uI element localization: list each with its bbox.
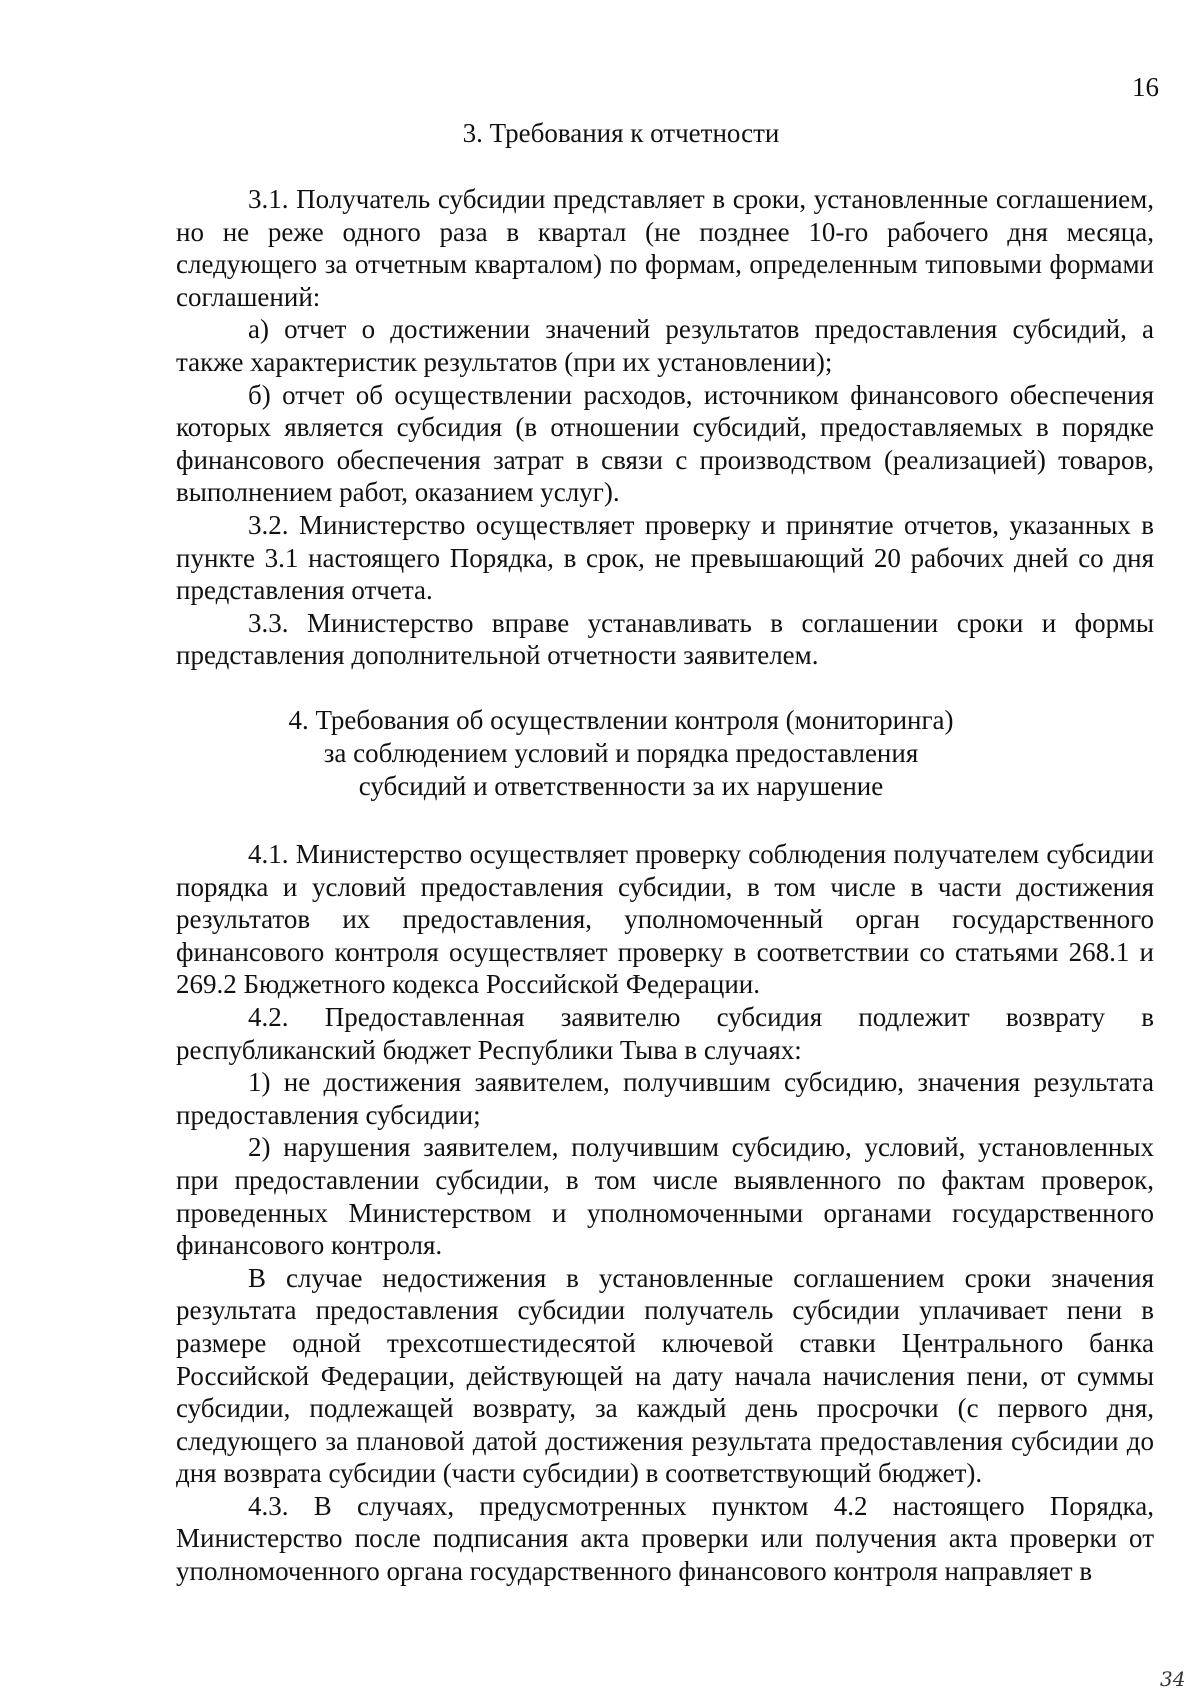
paragraph-4-2: 4.2. Предоставленная заявителю субсидия подлежит возврату в республиканский бюджет Республики Тыва в случаях: <box>176 1001 1154 1065</box>
paragraph-4-3: 4.3. В случаях, предусмотренных пунктом 4.2 настоящего Порядка, Министерство после подписания акта проверки или получения акта проверки от уполномоченного органа государственного финансового контроля направляет в <box>176 1490 1154 1587</box>
paragraph-3-1: 3.1. Получатель субсидии представляет в сроки, установленные соглашением, но не реже одного раза в квартал (не позднее 10-го рабочего дня месяца, следующего за отчетным кварталом) по формам, определенным типовыми формами соглашений: <box>176 184 1154 312</box>
paragraph-3-2: 3.2. Министерство осуществляет проверку и принятие отчетов, указанных в пункте 3.1 настоящего Порядка, в срок, не превышающий 20 рабочих дней со дня представления отчета. <box>176 509 1154 606</box>
paragraph-4-2-2: 2) нарушения заявителем, получившим субсидию, условий, установленных при предоставлении субсидии, в том числе выявленного по фактам проверок, проведенных Министерством и уполномоченными органами государственного финансового контроля. <box>176 1132 1154 1261</box>
paragraph-4-1: 4.1. Министерство осуществляет проверку соблюдения получателем субсидии порядка и условий предоставления субсидии, в том числе в части достижения результатов их предоставления, уполномоченный орган государственного финансового контроля осуществляет проверку в соответствии со статьями 268.1 и 269.2 Бюджетного кодекса Российской Федерации. <box>176 839 1154 1000</box>
section-4-heading-line: за соблюдением условий и порядка предоставления <box>323 738 919 768</box>
section-4-heading-line: 4. Требования об осуществлении контроля (мониторинга) <box>288 705 954 735</box>
page-number: 16 <box>1132 72 1159 102</box>
section-3-heading: 3. Требования к отчетности <box>462 118 780 148</box>
handwritten-page-mark: 34 <box>1160 1667 1186 1691</box>
paragraph-3-1-b: б) отчет об осуществлении расходов, источником финансового обеспечения которых является субсидия (в отношении субсидий, предоставляемых в порядке финансового обеспечения затрат в связи с производством (реализацией) товаров, выполнением работ, оказанием услуг). <box>176 379 1154 508</box>
section-3-body <box>176 183 1154 672</box>
paragraph-3-1-a: а) отчет о достижении значений результатов предоставления субсидий, а также характеристик результатов (при их установлении); <box>176 314 1154 377</box>
paragraph-penalty: В случае недостижения в установленные соглашением сроки значения результата предоставления субсидии получатель субсидии уплачивает пени в размере одной трехсотшестидесятой ключевой ставки Центрального банка Российской Федерации, действующей на дату начала начисления пени, от суммы субсидии, подлежащей возврату, за каждый день просрочки (с первого дня, следующего за плановой датой достижения результата предоставления субсидии до дня возврата субсидии (части субсидии) в соответствующий бюджет). <box>176 1262 1154 1489</box>
paragraph-4-2-1: 1) не достижения заявителем, получившим субсидию, значения результата предоставления субсидии; <box>176 1067 1154 1130</box>
section-4-heading <box>180 704 1062 803</box>
paragraph-3-3: 3.3. Министерство вправе устанавливать в соглашении сроки и формы представления дополнительной отчетности заявителем. <box>176 607 1154 671</box>
section-4-body <box>176 838 1154 1588</box>
section-4-heading-line: субсидий и ответственности за их нарушение <box>358 771 884 801</box>
